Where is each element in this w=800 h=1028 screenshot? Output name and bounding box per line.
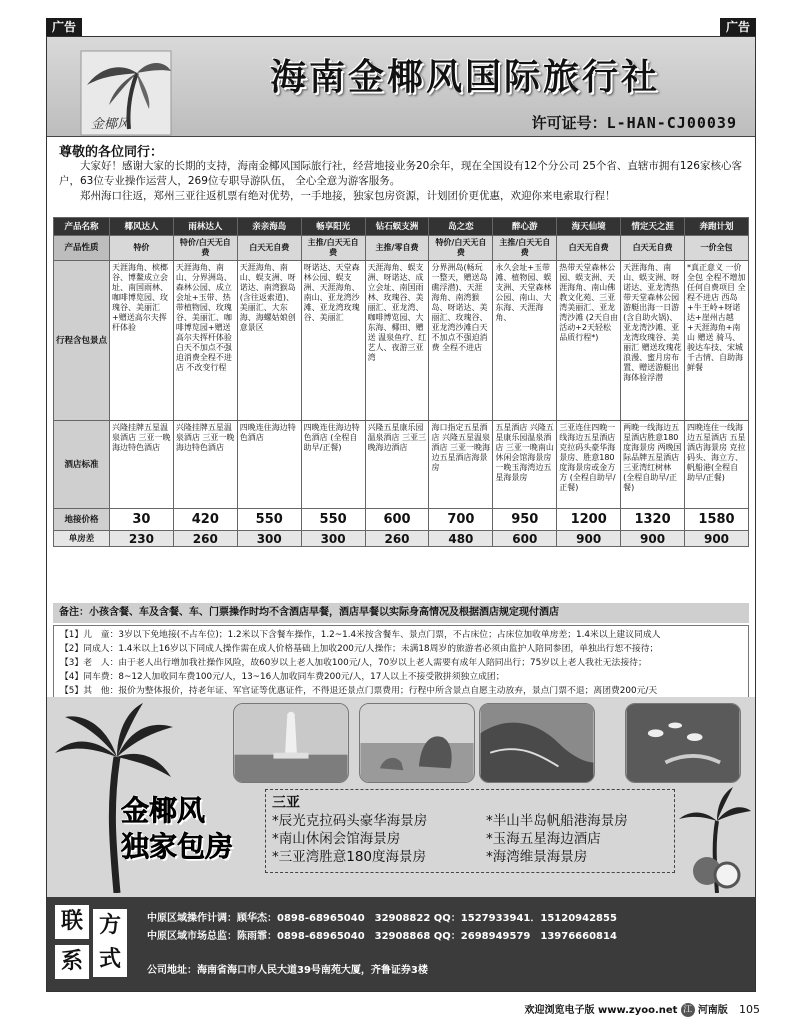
badge-char: 式 (93, 943, 127, 977)
row-label-product: 产品名称 (54, 218, 110, 236)
product-single: 900 (557, 531, 621, 547)
company-address: 公司地址：海南省海口市人民大道39号南苑大厦，齐鲁证券3楼 (147, 965, 428, 976)
product-single: 260 (173, 531, 237, 547)
product-nature: 白天无自费 (621, 236, 685, 261)
product-single: 300 (301, 531, 365, 547)
footer-site: 欢迎浏览电子版 www.zyoo.net (524, 1005, 678, 1016)
note-line: 【3】老 人：由于老人出行增加我社操作风险，故60岁以上老人加收100元/人，70岁以上老人需要有成年人陪同出行；75岁以上老人我社无法接待； (60, 658, 647, 668)
palm-tree-coconut-icon (677, 785, 753, 893)
product-nature: 主推/零自费 (365, 236, 429, 261)
product-nature: 一价全包 (685, 236, 749, 261)
product-nature: 白天无自费 (557, 236, 621, 261)
exclusive-hotel-box (265, 789, 675, 873)
page-number: 105 (739, 1003, 760, 1016)
product-itinerary: 分界洲岛(畅玩一整天，赠送岛礁浮潜)、天涯海角、南湾猴岛、呀诺达、美丽汇、玫瑰谷、亚龙湾沙滩白天不加点不强迫消费 全程不进店 (429, 261, 493, 421)
product-single: 900 (621, 531, 685, 547)
product-price: 950 (493, 509, 557, 531)
product-price: 30 (110, 509, 174, 531)
product-hotel: 兴隆挂牌五星温泉酒店 三亚一晚海边特色酒店 (110, 421, 174, 509)
ad-label-right: 广告 (720, 18, 756, 36)
product-itinerary: 天涯海角、蜈支洲、呀诺达、成立会址、南国雨林、玫瑰谷、美丽汇、亚龙湾、咖啡博览园、大东海、椰田、赠送 温泉鱼疗、红艺人、夜游三亚湾 (365, 261, 429, 421)
greeting-paragraph: 郑州海口往返，郑州三亚往返机票有绝对优势，一手地接，独家包房资源，计划团价更优惠，欢迎你来电索取行程！ (80, 190, 616, 202)
product-price: 550 (237, 509, 301, 531)
product-itinerary: 热带天堂森林公园、蜈支洲、天涯海角、南山佛教文化苑、三亚湾美丽汇、亚龙湾沙滩 (2天自由活动+2天轻松品质行程*) (557, 261, 621, 421)
guanyin-statue-photo-icon (233, 703, 349, 783)
license-label: 许可证号： (531, 114, 607, 132)
product-itinerary: 天涯海角、槟榔谷、博鳌成立会址、南国雨林、咖啡博览园、玫瑰谷、美丽汇+赠送高尔夫挥杆体验 (110, 261, 174, 421)
product-itinerary: 天涯海角、南山、分界洲岛、森林公园、成立会址+玉带、热带植物园、玫瑰谷、美丽汇、咖啡博览园+赠送高尔夫挥杆体验白天不加点不强迫消费全程不进店 不改变行程 (173, 261, 237, 421)
advertisement-frame (46, 36, 756, 992)
badge-char: 系 (55, 945, 89, 979)
diving-photo-icon (625, 703, 741, 783)
itinerary-row (54, 261, 749, 421)
product-hotel: 四晚连住海边特色酒店 (237, 421, 301, 509)
greeting-title: 尊敬的各位同行： (59, 145, 164, 160)
greeting-body (59, 159, 749, 204)
company-name: 海南金椰风国际旅行社 (269, 57, 660, 98)
product-hotel: 兴隆五星康乐园温泉酒店 三亚三晚海边酒店 (365, 421, 429, 509)
product-price: 700 (429, 509, 493, 531)
product-nature: 主推/白天无自费 (493, 236, 557, 261)
product-nature: 特价/白天无自费 (429, 236, 493, 261)
row-label-nature: 产品性质 (54, 236, 110, 261)
product-hotel: 四晚连住海边特色酒店 (全程自助早/正餐) (301, 421, 365, 509)
license-line (47, 109, 755, 137)
product-itinerary: 呀诺达、天堂森林公园、蜈支洲、天涯海角、南山、亚龙湾沙滩、亚龙湾玫瑰谷、美丽汇 (301, 261, 365, 421)
product-single: 900 (685, 531, 749, 547)
row-label-single: 单房差 (54, 531, 110, 547)
rock-beach-photo-icon (359, 703, 475, 783)
hotel-item: *海湾维景海景房 (486, 849, 588, 865)
contact-section (47, 897, 755, 991)
hotel-item: *南山休闲会馆海景房 (272, 831, 401, 847)
product-single: 230 (110, 531, 174, 547)
exclusive-slogan (121, 793, 261, 871)
note-line: 【4】同车费：8~12人加收同车费100元/人，13~16人加收同车费200元/人，17人以上不接受散拼须独立成团； (60, 672, 505, 682)
product-itinerary: 天涯海角、南山、蜈支洲、呀诺达、南湾猴岛(含往返索道)、美丽汇、大东海、海螺姑娘创意景区 (237, 261, 301, 421)
greeting-paragraph: 大家好！感谢大家的长期的支持，海南金椰风国际旅行社，经营地接业务20余年，现在全国设有12个分公司 25个省、直辖市拥有126家核心客户，63位专业操作运营人，269位专职导游队伍， 全心全意为游客服务。 (59, 160, 742, 187)
slogan-line: 独家包房 (121, 830, 234, 863)
product-name: 亲亲海岛 (237, 218, 301, 236)
product-single: 600 (493, 531, 557, 547)
product-nature-row (54, 236, 749, 261)
product-nature: 特价 (110, 236, 174, 261)
product-name-row (54, 218, 749, 236)
product-name: 畅享阳光 (301, 218, 365, 236)
product-price: 1320 (621, 509, 685, 531)
license-number: L-HAN-CJ00039 (606, 114, 737, 132)
contact-line-director: 中原区域市场总监：陈雨霏：0898-68965040 32908868 QQ：2698949579 13976660814 (147, 931, 617, 942)
product-nature: 特价/白天无自费 (173, 236, 237, 261)
product-price: 600 (365, 509, 429, 531)
footer-edition: 河南版 (697, 1005, 728, 1016)
product-single: 300 (237, 531, 301, 547)
hotel-row (54, 421, 749, 509)
hotel-item: *三亚湾胜意180度海景房 (272, 849, 427, 865)
photo-section (47, 697, 755, 897)
ad-label-left: 广告 (46, 18, 82, 36)
product-hotel: 五星酒店 兴隆五星康乐园温泉酒店 三亚一晚南山休闲会馆海景房 一晚玉海湾边五星海景房 (493, 421, 557, 509)
product-price: 420 (173, 509, 237, 531)
footer-logo-icon: 江 (681, 1003, 695, 1017)
product-price: 550 (301, 509, 365, 531)
exclusive-hotel-list (272, 812, 668, 866)
product-single: 260 (365, 531, 429, 547)
product-price: 1580 (685, 509, 749, 531)
product-nature: 白天无自费 (237, 236, 301, 261)
slogan-line: 金椰风 (121, 794, 206, 827)
row-label-itinerary: 行程含包景点 (54, 261, 110, 421)
product-hotel: 两晚一线海边五星酒店胜意180度海景房 两晚国际品牌五星酒店 三亚湾红树林 (全程自助早/正餐) (621, 421, 685, 509)
product-hotel: 三亚连住四晚一线海边五星酒店克拉码头豪华海景房、胜意180度海景房或金方方 (全程自助早/正餐) (557, 421, 621, 509)
note-line: 【1】儿 童：3岁以下免地接(不占车位)；1.2米以下含餐车操作，1.2~1.4米按含餐车、景点门票，不占床位；占床位加收单房差；1.4米以上建议同成人 (60, 630, 661, 640)
product-name: 钻石蜈支洲 (365, 218, 429, 236)
notes-box (53, 625, 749, 701)
note-line: 【5】其 他：报价为整体报价，持老年证、军官证等优惠证件，不得退还景点门票费用；行程中所含景点自愿主动放弃，景点门票不退；离团费200元/天 (60, 686, 658, 696)
product-table (53, 217, 749, 547)
header-banner (47, 37, 755, 137)
page-footer (0, 1000, 760, 1020)
contact-line-operator: 中原区域操作计调：顾华杰：0898-68965040 32908822 QQ：1527933941．15120942855 (147, 913, 617, 924)
product-price: 1200 (557, 509, 621, 531)
product-hotel: 兴隆挂牌五星温泉酒店 三亚一晚海边特色酒店 (173, 421, 237, 509)
product-name: 醉心游 (493, 218, 557, 236)
product-name: 奔跑计划 (685, 218, 749, 236)
product-name: 情定天之涯 (621, 218, 685, 236)
single-room-row (54, 531, 749, 547)
hotel-item: *半山半岛帆船港海景房 (486, 813, 628, 829)
row-label-hotel: 酒店标准 (54, 421, 110, 509)
region-label: 三亚 (272, 795, 300, 811)
badge-char: 联 (55, 905, 89, 939)
badge-char: 方 (93, 909, 127, 943)
note-line: 【2】同成人：1.4米以上16岁以下同成人操作需在成人价格基础上加收200元/人操作；未满18周岁的旅游者必须由监护人陪同参团，单独出行恕不接待； (60, 644, 659, 654)
price-row (54, 509, 749, 531)
product-name: 雨林达人 (173, 218, 237, 236)
product-nature: 主推/白天无自费 (301, 236, 365, 261)
product-hotel: 四晚连住一线海边五星酒店 五星酒店海景房 克拉码头、海立方、帆船港(全程自助早/正餐) (685, 421, 749, 509)
remark-bar: 备注：小孩含餐、车及含餐、车、门票操作时均不含酒店早餐，酒店早餐以实际身高情况及根据酒店规定现付酒店 (53, 603, 749, 623)
island-coast-photo-icon (479, 703, 595, 783)
product-itinerary: 永久会址+玉带滩、植物园、蜈支洲、天堂森林公园、南山、大东海、天涯海角、 (493, 261, 557, 421)
product-itinerary: *真正意义 一价全包 全程不增加任何自费项目 全程不进店 西岛+牛王岭+呀诺达+崖州古越+天涯海角+南山 赠送 骑马、骏达车技、宋城千古情、自助海鲜餐 (685, 261, 749, 421)
product-itinerary: 天涯海角、南山、蜈支洲、呀诺达、亚龙湾热带天堂森林公园 游艇出海一日游(含自助火锅)、亚龙湾沙滩、亚龙湾玫瑰谷、美丽汇 赠送玫瑰花浪漫、蜜月房布置、赠送游艇出海体验浮潜 (621, 261, 685, 421)
contact-badge (55, 905, 131, 985)
product-hotel: 海口指定五星酒店 兴隆五星温泉酒店 三亚一晚海边五星酒店海景房 (429, 421, 493, 509)
product-single: 480 (429, 531, 493, 547)
hotel-item: *玉海五星海边酒店 (486, 831, 601, 847)
logo-text: 金椰风 (91, 117, 131, 132)
row-label-price: 地接价格 (54, 509, 110, 531)
product-name: 椰风达人 (110, 218, 174, 236)
product-name: 岛之恋 (429, 218, 493, 236)
product-name: 海天仙境 (557, 218, 621, 236)
hotel-item: *辰光克拉码头豪华海景房 (272, 813, 428, 829)
